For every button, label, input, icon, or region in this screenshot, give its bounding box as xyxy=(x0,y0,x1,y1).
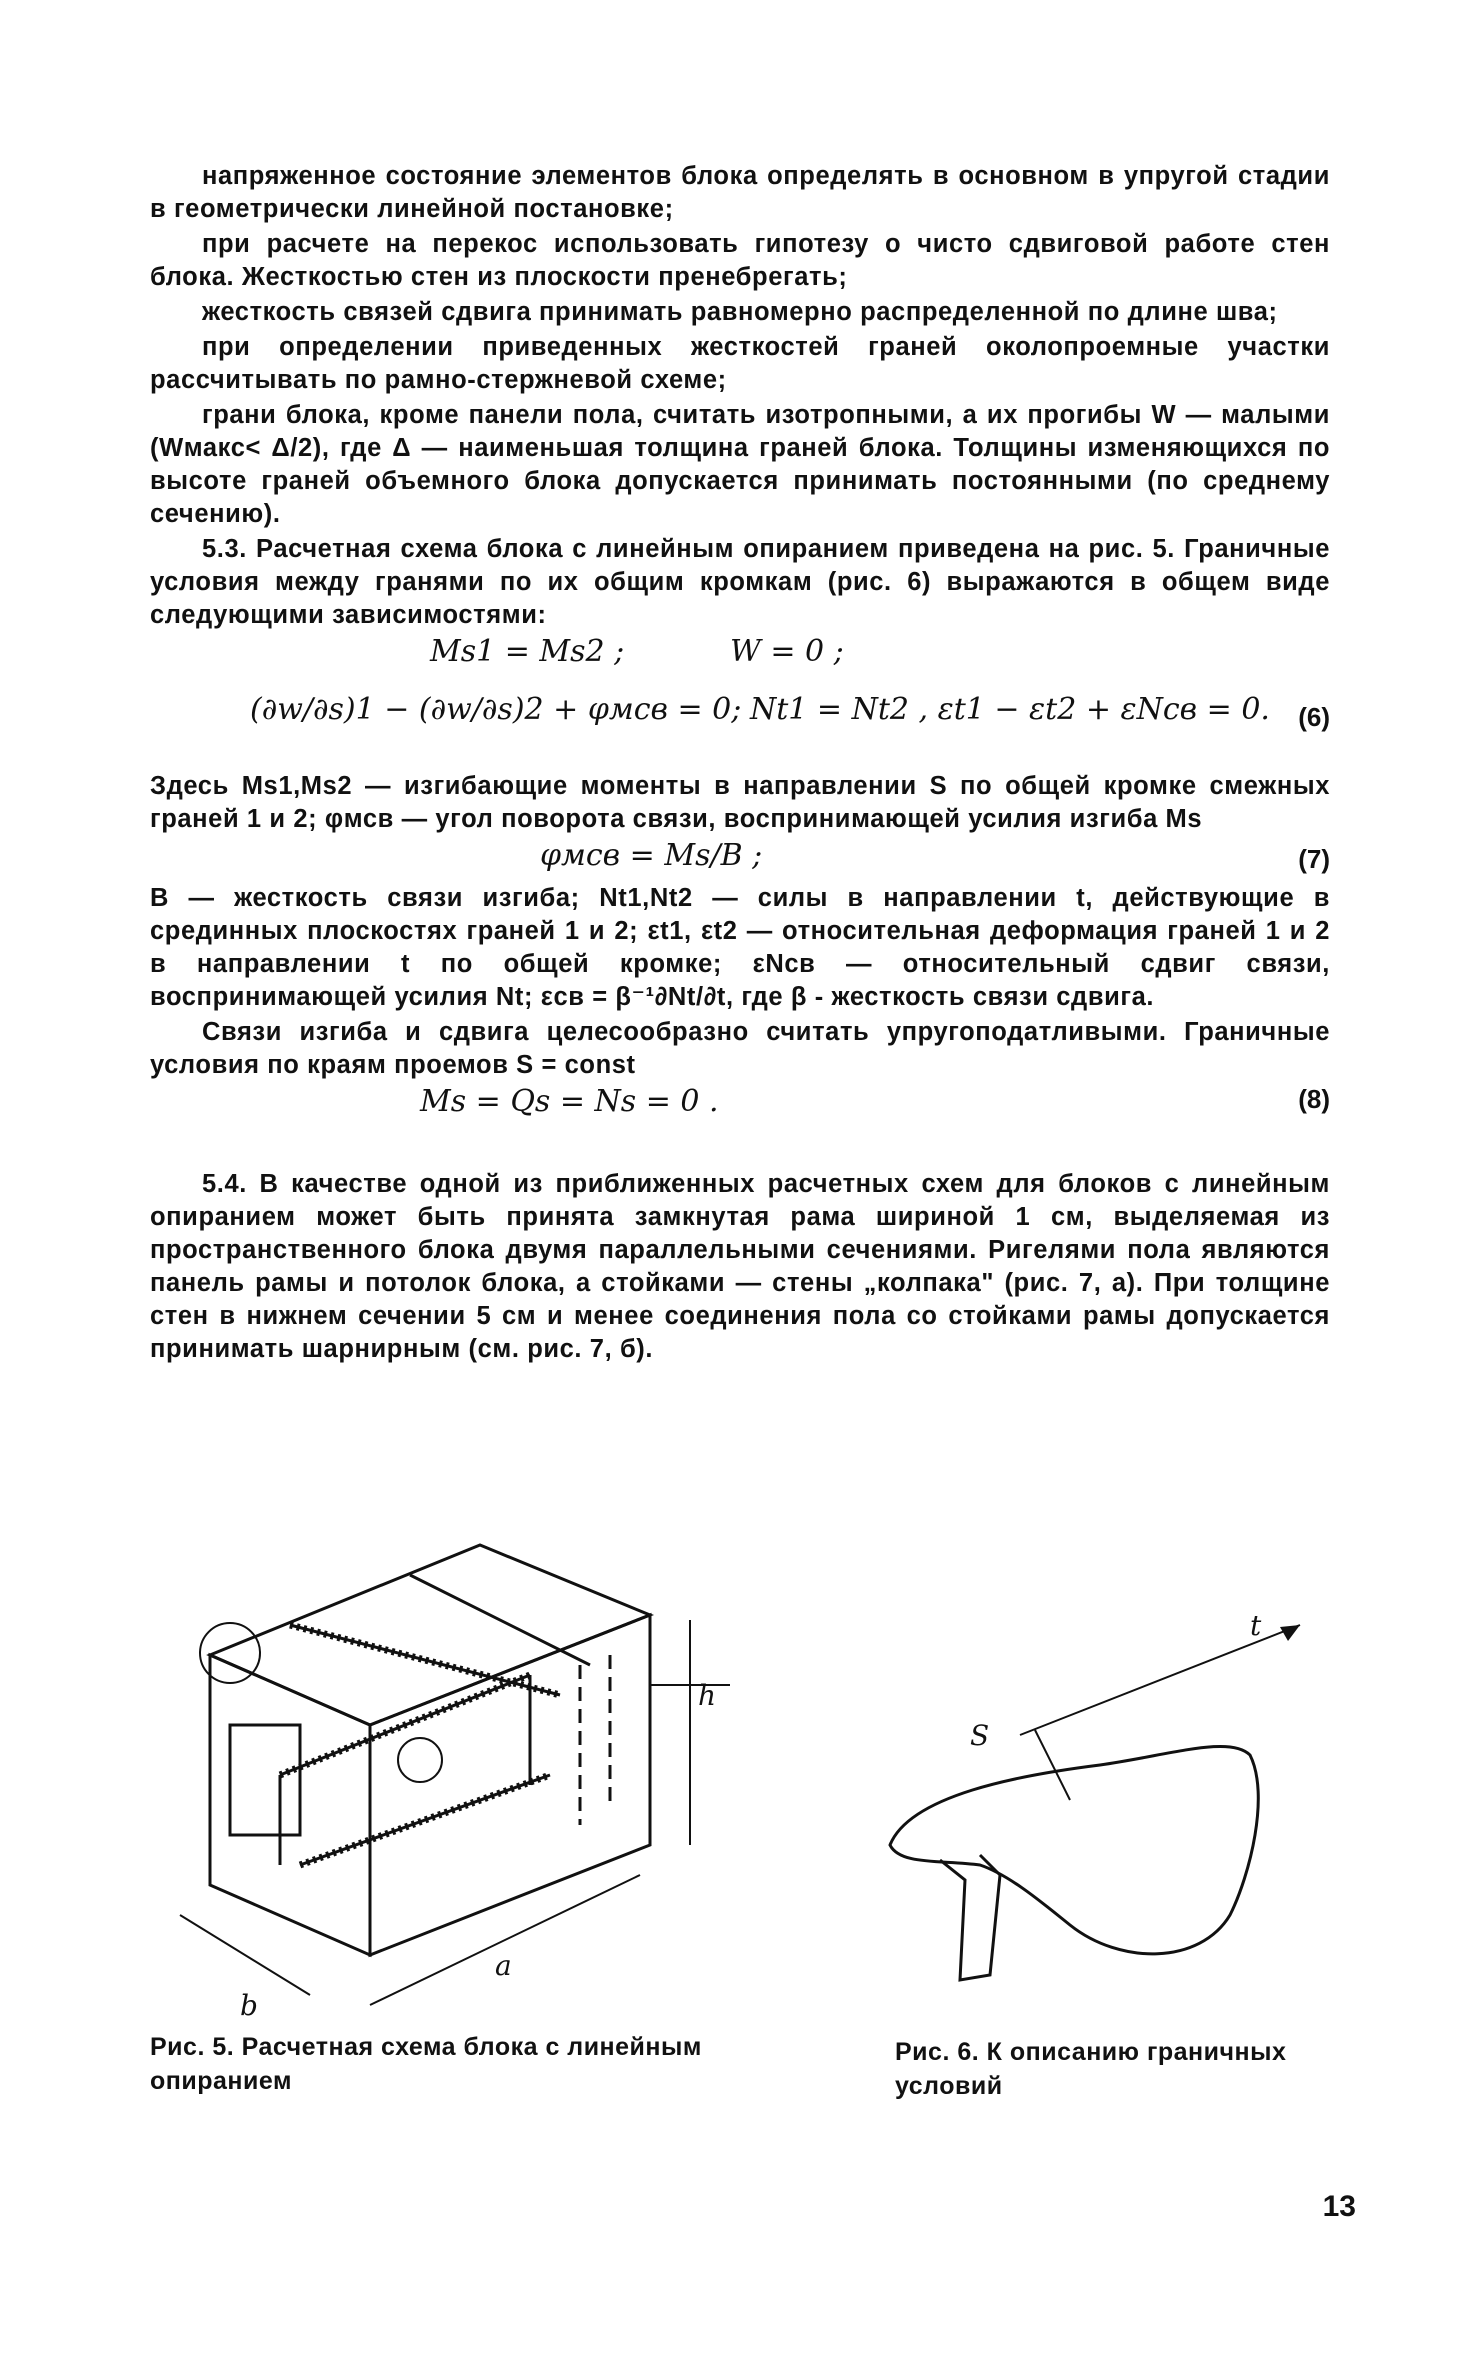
formula-8-row xyxy=(150,1084,1330,1128)
equation-number-7: (7) xyxy=(1298,844,1330,874)
fig6-label-t: t xyxy=(1250,1615,1262,1642)
paragraph-7: Здесь Ms1,Ms2 — изгибающие моменты в направлении S по общей кромке смежных граней 1 и 2; φмсв — угол поворота связи, воспринимающей усилия изгиба Ms xyxy=(150,772,1330,833)
formula-6d: Nt1 = Nt2 , εt1 − εt2 + εNсв = 0. xyxy=(750,692,1270,727)
paragraph-9: Связи изгиба и сдвига целесообразно считать упругоподатливыми. Граничные условия по краям проемов S = const xyxy=(150,1018,1330,1079)
formula-6-row2 xyxy=(150,678,1330,770)
formula-6a: Ms1 = Ms2 ; xyxy=(430,634,625,669)
formula-6c: (∂w/∂s)1 − (∂w/∂s)2 + φмсв = 0; xyxy=(250,692,742,727)
paragraph-6: 5.3. Расчетная схема блока с линейным опиранием приведена на рис. 5. Граничные условия между гранями по их общим кромкам (рис. 6) выражаются в общем виде следующими зависимостями: xyxy=(150,535,1330,629)
paragraph-3: жесткость связей сдвига принимать равномерно распределенной по длине шва; xyxy=(202,298,1278,326)
fig6-label-s: S xyxy=(970,1719,990,1752)
figure-6-joint-drawing xyxy=(870,1615,1310,2035)
paragraph-8: B — жесткость связи изгиба; Nt1,Nt2 — силы в направлении t, действующие в срединных плоскостях граней 1 и 2; εt1, εt2 — относительная деформация граней 1 и 2 в направлении t по общей кромке; εNсв — относительный сдвиг связи, воспринимающей усилия Nt; εсв = β⁻¹∂Nt/∂t, где β - жесткость связи сдвига. xyxy=(150,884,1330,1011)
formula-8: Ms = Qs = Ns = 0 . xyxy=(420,1084,719,1119)
formula-6b: W = 0 ; xyxy=(730,634,844,669)
fig5-label-a: a xyxy=(495,1949,512,1982)
paragraph-5: грани блока, кроме панели пола, считать изотропными, а их прогибы W — малыми (Wмакс< Δ/2), где Δ — наименьшая толщина граней блока. Толщины изменяющихся по высоте граней объемного блока допускается принимать постоянными (по среднему сечению). xyxy=(150,401,1330,528)
figure-6-caption: Рис. 6. К описанию граничных условий xyxy=(895,2038,1287,2100)
equation-number-8: (8) xyxy=(1298,1084,1330,1114)
page-body xyxy=(150,160,1330,1368)
figure-5-block-drawing xyxy=(170,1535,770,2055)
fig5-label-h: h xyxy=(698,1679,717,1712)
paragraph-4: при определении приведенных жесткостей граней околопроемные участки рассчитывать по рамно-стержневой схеме; xyxy=(150,333,1330,394)
formula-7: φмсв = Ms/B ; xyxy=(540,838,763,873)
paragraph-2: при расчете на перекос использовать гипотезу о чисто сдвиговой работе стен блока. Жесткостью стен из плоскости пренебрегать; xyxy=(150,230,1330,291)
page-number: 13 xyxy=(1322,2190,1356,2223)
figures-area xyxy=(150,1535,1330,2115)
paragraph-1: напряженное состояние элементов блока определять в основном в упругой стадии в геометрически линейной постановке; xyxy=(150,162,1330,223)
equation-number-6: (6) xyxy=(1298,702,1330,732)
fig5-label-b: b xyxy=(240,1989,258,2022)
formula-7-row xyxy=(150,838,1330,882)
figure-5-caption: Рис. 5. Расчетная схема блока с линейным опиранием xyxy=(150,2033,702,2095)
paragraph-10: 5.4. В качестве одной из приближенных расчетных схем для блоков с линейным опиранием может быть принята замкнутая рама шириной 1 см, выделяемая из пространственного блока двумя параллельными сечениями. Ригелями пола являются панель рамы и потолок блока, а стойками — стены „колпака" (рис. 7, а). При толщине стен в нижнем сечении 5 см и менее соединения пола со стойками рамы допускается принимать шарнирным (см. рис. 7, б). xyxy=(150,1170,1330,1363)
formula-6-row1 xyxy=(150,634,1330,678)
